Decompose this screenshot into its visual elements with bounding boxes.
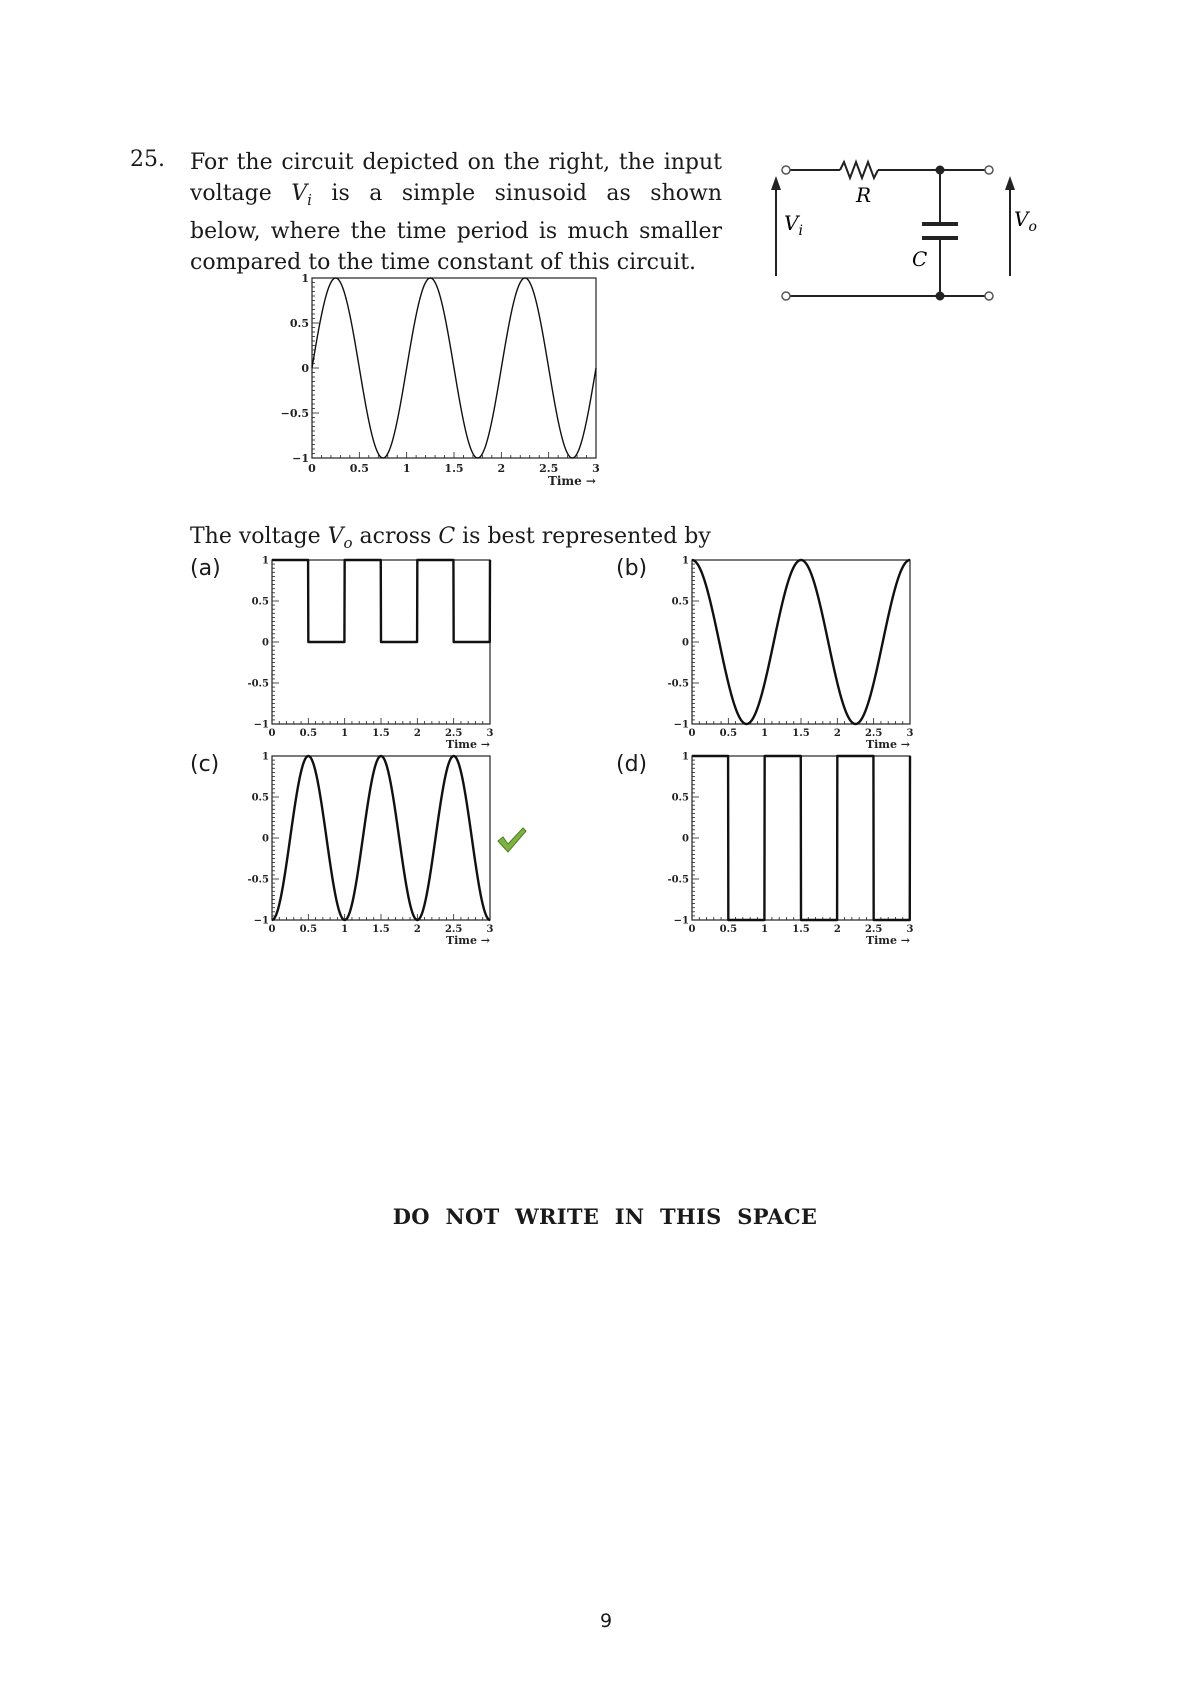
x-axis-label: Time → — [445, 738, 490, 751]
x-tick-label: 1 — [761, 728, 769, 739]
x-tick-label: 0 — [308, 462, 316, 475]
x-tick-label: 0.5 — [349, 462, 369, 475]
y-tick-label: 0.5 — [289, 316, 309, 330]
y-tick-label: -0.5 — [667, 678, 689, 690]
terminal-in-bottom — [782, 292, 790, 300]
question-text — [190, 147, 722, 278]
y-tick-label: −1 — [292, 451, 309, 465]
y-tick-label: 0 — [301, 361, 309, 375]
y-tick-label: 1 — [301, 271, 309, 285]
vo-variable: V — [327, 524, 344, 549]
question-line-4: compared to the time constant of this circuit. — [190, 250, 697, 276]
terminal-in-top — [782, 166, 790, 174]
junction-bottom — [936, 292, 945, 301]
x-tick-label: 2.5 — [864, 728, 883, 739]
question-line-1: For the circuit depicted on the right, the input — [190, 150, 722, 175]
x-tick-label: 3 — [906, 924, 914, 935]
waveform-series — [312, 278, 596, 458]
plot-frame — [272, 756, 490, 920]
question-number: 25. — [130, 147, 165, 172]
x-tick-label: 2 — [413, 924, 421, 935]
x-tick-label: 1 — [402, 462, 411, 475]
plot-frame — [692, 560, 910, 724]
y-tick-label: 0.5 — [251, 596, 269, 608]
x-tick-label: 0 — [688, 728, 696, 739]
y-tick-label: −0.5 — [280, 406, 309, 420]
y-tick-label: -0.5 — [667, 874, 689, 886]
x-tick-label: 1.5 — [444, 462, 464, 475]
y-tick-label: 0 — [262, 833, 269, 845]
prompt-post: is best represented by — [455, 524, 711, 549]
y-tick-label: −1 — [673, 915, 689, 927]
c-variable: C — [438, 524, 456, 549]
junction-top — [936, 166, 945, 175]
x-tick-label: 3 — [906, 728, 914, 739]
waveform-series — [272, 560, 490, 642]
x-tick-label: 1.5 — [372, 728, 390, 739]
y-tick-label: 1 — [682, 752, 689, 763]
x-tick-label: 2 — [413, 728, 421, 739]
y-tick-label: −1 — [253, 719, 269, 731]
x-tick-label: 1 — [341, 728, 349, 739]
x-tick-label: 3 — [592, 462, 600, 475]
x-tick-label: 0.5 — [299, 924, 318, 935]
input-sinusoid-chart — [270, 270, 610, 505]
waveform-series — [692, 756, 910, 920]
question-line-2 — [190, 178, 722, 216]
y-tick-label: 0.5 — [671, 792, 689, 804]
x-axis-label: Time → — [865, 934, 910, 947]
question-line-2-post: is a simple sinusoid as shown — [311, 181, 723, 206]
input-voltage-label: $V_i$ — [784, 211, 803, 239]
vi-variable: V — [291, 181, 308, 206]
question-prompt — [190, 524, 711, 553]
x-tick-label: 2.5 — [539, 462, 559, 475]
y-tick-label: 1 — [262, 556, 269, 567]
y-tick-label: 0 — [682, 833, 689, 845]
y-tick-label: 1 — [682, 556, 689, 567]
minor-ticks — [272, 756, 490, 920]
x-tick-label: 2.5 — [864, 924, 883, 935]
option-c-chart — [240, 752, 500, 952]
y-tick-label: 0.5 — [671, 596, 689, 608]
waveform-series — [272, 756, 490, 920]
x-tick-label: 0.5 — [299, 728, 318, 739]
x-tick-label: 1.5 — [792, 924, 810, 935]
option-d-label: (d) — [616, 752, 648, 777]
page-number: 9 — [599, 1610, 613, 1632]
y-tick-label: -0.5 — [247, 874, 269, 886]
y-tick-label: 1 — [262, 752, 269, 763]
x-tick-label: 0 — [268, 924, 276, 935]
x-tick-label: 0.5 — [719, 924, 738, 935]
waveform-series — [692, 560, 910, 724]
y-tick-label: −1 — [673, 719, 689, 731]
x-tick-label: 1 — [761, 924, 769, 935]
terminal-out-bottom — [985, 292, 993, 300]
option-d-chart — [660, 752, 920, 952]
check-mark-icon — [496, 826, 528, 854]
x-axis-label: Time → — [865, 738, 910, 751]
option-b-label: (b) — [616, 556, 648, 581]
capacitor-label: C — [912, 247, 928, 271]
question-line-3: below, where the time period is much smaller — [190, 219, 722, 245]
prompt-mid: across — [352, 524, 439, 549]
option-a-chart — [240, 556, 500, 756]
x-axis-label: Time → — [445, 934, 490, 947]
vo-subscript: o — [343, 534, 353, 553]
option-c-label: (c) — [190, 752, 220, 777]
x-tick-label: 3 — [486, 924, 494, 935]
x-tick-label: 1.5 — [792, 728, 810, 739]
vi-subscript: i — [307, 191, 312, 210]
resistor-label: R — [856, 183, 872, 207]
terminal-out-top — [985, 166, 993, 174]
x-tick-label: 2 — [833, 728, 841, 739]
option-b-chart — [660, 556, 920, 756]
x-tick-label: 2 — [497, 462, 506, 475]
y-tick-label: −1 — [253, 915, 269, 927]
output-arrowhead — [1005, 176, 1015, 190]
x-tick-label: 3 — [486, 728, 494, 739]
input-arrowhead — [771, 176, 781, 190]
minor-ticks — [692, 560, 910, 724]
x-tick-label: 1 — [341, 924, 349, 935]
output-voltage-label: $V_o$ — [1014, 207, 1037, 235]
x-tick-label: 2.5 — [444, 728, 463, 739]
x-tick-label: 2 — [833, 924, 841, 935]
y-tick-label: 0.5 — [251, 792, 269, 804]
x-tick-label: 1.5 — [372, 924, 390, 935]
do-not-write-notice: DO NOT WRITE IN THIS SPACE — [392, 1204, 818, 1229]
rc-circuit-diagram — [770, 150, 1040, 310]
y-tick-label: 0 — [262, 637, 269, 649]
x-axis-label: Time → — [547, 474, 596, 488]
x-tick-label: 0 — [268, 728, 276, 739]
y-tick-label: -0.5 — [247, 678, 269, 690]
question-line-2-pre: voltage — [190, 181, 292, 206]
x-tick-label: 0 — [688, 924, 696, 935]
x-tick-label: 0.5 — [719, 728, 738, 739]
option-a-label: (a) — [190, 556, 221, 581]
y-tick-label: 0 — [682, 637, 689, 649]
x-tick-label: 2.5 — [444, 924, 463, 935]
prompt-pre: The voltage — [190, 524, 328, 549]
